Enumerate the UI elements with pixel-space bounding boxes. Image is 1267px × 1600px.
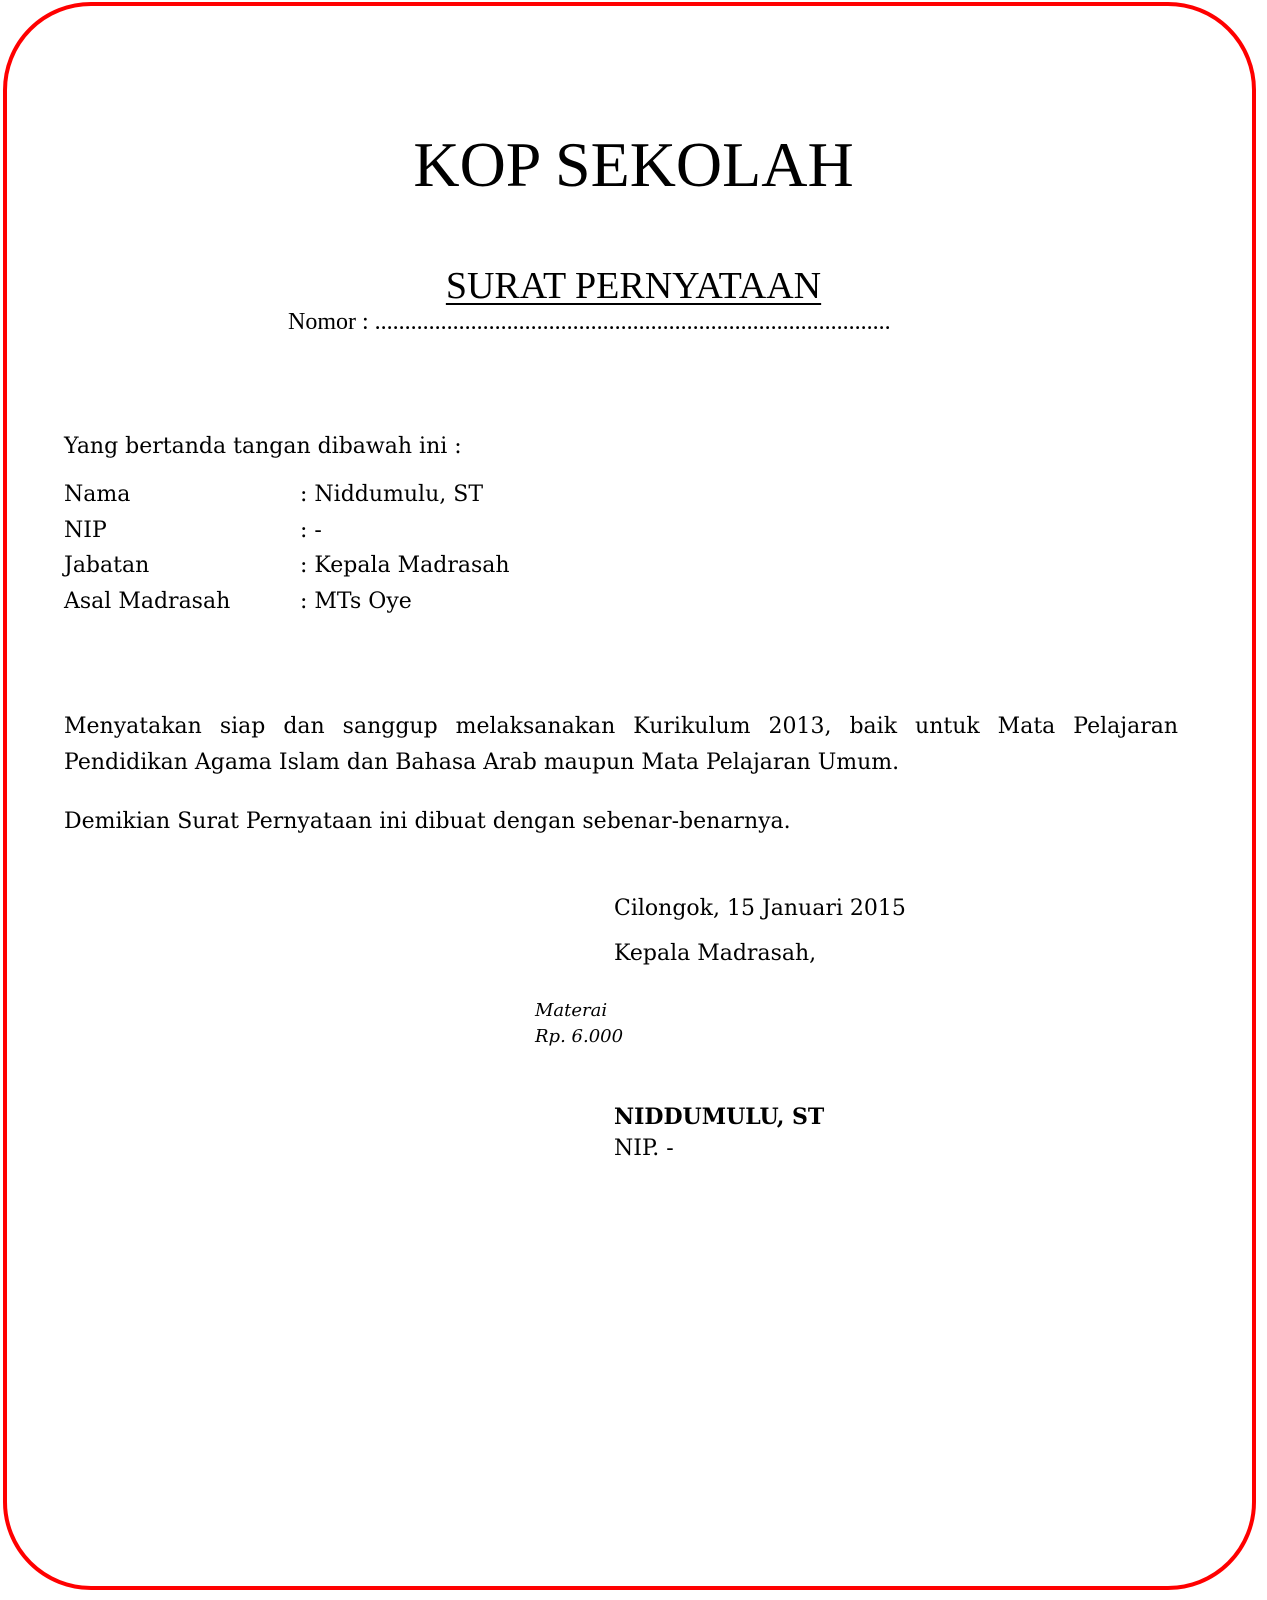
- field-value-nip: : -: [300, 518, 322, 543]
- signer-nip: NIP. -: [614, 1136, 674, 1161]
- document-border: [3, 2, 1256, 1590]
- number-label: Nomor :: [288, 309, 369, 335]
- closing-text: Demikian Surat Pernyataan ini dibuat dengan sebenar-benarnya.: [64, 809, 791, 834]
- document-title-text: SURAT PERNYATAAN: [445, 265, 822, 307]
- document-number: [288, 309, 891, 336]
- document-title: [0, 264, 1267, 308]
- stamp-value: Rp. 6.000: [535, 1026, 624, 1047]
- field-label-nip: NIP: [64, 518, 107, 543]
- field-value-jabatan: : Kepala Madrasah: [300, 553, 510, 578]
- stamp-label: Materai: [535, 1000, 608, 1021]
- signer-position: Kepala Madrasah,: [614, 941, 817, 966]
- intro-text: Yang bertanda tangan dibawah ini :: [64, 434, 462, 459]
- field-value-nama: : Niddumulu, ST: [300, 482, 483, 507]
- school-letterhead: KOP SEKOLAH: [413, 129, 854, 200]
- field-label-asal: Asal Madrasah: [64, 589, 231, 614]
- statement-paragraph: Menyatakan siap dan sanggup melaksanakan Kurikulum 2013, baik untuk Mata Pelajaran Pendidikan Agama Islam dan Bahasa Arab maupun Mata Pelajaran Umum.: [64, 714, 1178, 775]
- field-label-jabatan: Jabatan: [64, 553, 150, 578]
- field-label-nama: Nama: [64, 482, 131, 507]
- place-date: Cilongok, 15 Januari 2015: [614, 896, 906, 921]
- number-placeholder: ......................................................................................: [374, 309, 891, 335]
- signer-name: NIDDUMULU, ST: [614, 1104, 825, 1130]
- field-value-asal: : MTs Oye: [300, 589, 412, 614]
